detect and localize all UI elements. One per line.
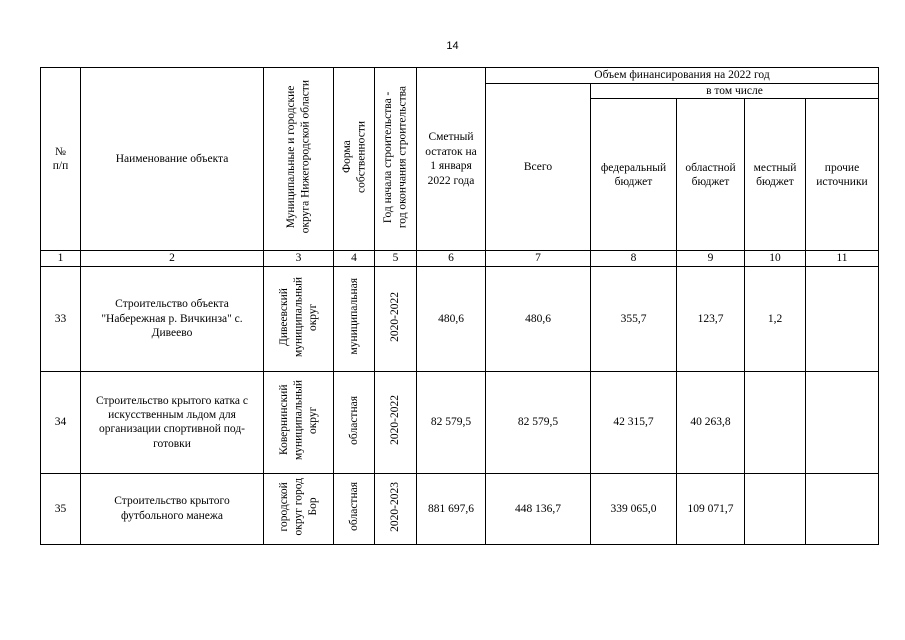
row-years: 2020-2023 (375, 473, 417, 544)
row-federal: 339 065,0 (591, 473, 677, 544)
column-number: 5 (375, 251, 417, 266)
row-ownership: областная (334, 473, 375, 544)
column-number: 9 (677, 251, 745, 266)
row-municipality: городской округ город Бор (264, 473, 334, 544)
row-balance: 82 579,5 (417, 371, 486, 473)
page-number: 14 (446, 40, 459, 52)
header-funding-group: Объем финансирования на 2022 год (486, 68, 879, 84)
row-municipality: Ковернинский муниципальный округ (264, 371, 334, 473)
header-local: местный бюджет (745, 99, 806, 251)
row-federal: 355,7 (591, 266, 677, 371)
row-ownership: областная (334, 371, 375, 473)
column-number-row (41, 251, 879, 266)
table-row (41, 371, 879, 473)
row-local (745, 371, 806, 473)
column-number: 8 (591, 251, 677, 266)
row-object-name: Строительство крытого катка с искусственным льдом для организации спортивной под-готовки (81, 371, 264, 473)
row-balance: 480,6 (417, 266, 486, 371)
row-local: 1,2 (745, 266, 806, 371)
row-balance: 881 697,6 (417, 473, 486, 544)
header-total: Всего (486, 84, 591, 251)
row-other (806, 371, 879, 473)
column-number: 3 (264, 251, 334, 266)
row-regional: 123,7 (677, 266, 745, 371)
row-local (745, 473, 806, 544)
row-num: 35 (41, 473, 81, 544)
header-including-group: в том числе (591, 84, 879, 99)
column-number: 4 (334, 251, 375, 266)
header-municipality: Муниципальные и городские округа Нижегородской области (264, 68, 334, 251)
row-other (806, 266, 879, 371)
column-number: 6 (417, 251, 486, 266)
row-municipality: Дивеевский муниципальный округ (264, 266, 334, 371)
row-years: 2020-2022 (375, 371, 417, 473)
row-object-name: Строительство крытого футбольного манежа (81, 473, 264, 544)
row-num: 33 (41, 266, 81, 371)
header-regional: областной бюджет (677, 99, 745, 251)
row-ownership: муниципальная (334, 266, 375, 371)
financing-table (40, 67, 879, 545)
table-row (41, 266, 879, 371)
header-federal: федеральный бюджет (591, 99, 677, 251)
row-regional: 109 071,7 (677, 473, 745, 544)
row-num: 34 (41, 371, 81, 473)
column-number: 1 (41, 251, 81, 266)
column-number: 10 (745, 251, 806, 266)
row-total: 82 579,5 (486, 371, 591, 473)
header-object-name: Наименование объекта (81, 68, 264, 251)
row-other (806, 473, 879, 544)
row-years: 2020-2022 (375, 266, 417, 371)
column-number: 11 (806, 251, 879, 266)
row-object-name: Строительство объекта "Набережная р. Вичкинза" с. Дивеево (81, 266, 264, 371)
row-regional: 40 263,8 (677, 371, 745, 473)
row-federal: 42 315,7 (591, 371, 677, 473)
header-other: прочие источники (806, 99, 879, 251)
table-row (41, 473, 879, 544)
row-total: 480,6 (486, 266, 591, 371)
header-years: Год начала строительства - год окончания строительства (375, 68, 417, 251)
column-number: 2 (81, 251, 264, 266)
header-ownership: Форма собственности (334, 68, 375, 251)
header-balance: Сметный остаток на 1 января 2022 года (417, 68, 486, 251)
header-num: № п/п (41, 68, 81, 251)
column-number: 7 (486, 251, 591, 266)
row-total: 448 136,7 (486, 473, 591, 544)
